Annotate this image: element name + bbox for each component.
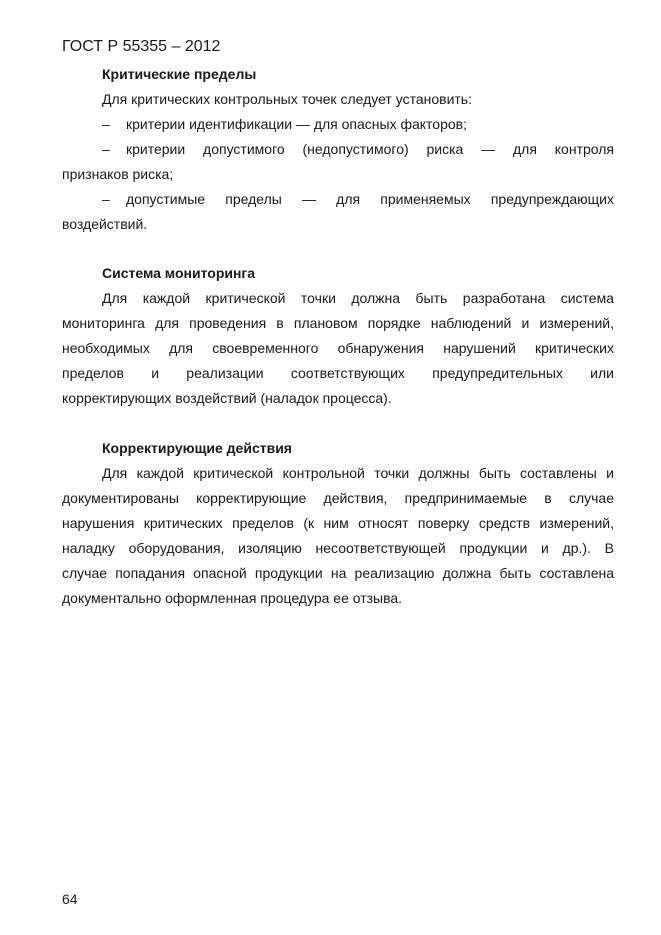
list-item-text: допустимые пределы — для применяемых предупреждающих [126, 191, 614, 207]
list-item [62, 137, 614, 162]
list-item-text: критерии идентификации — для опасных факторов; [126, 116, 467, 132]
page-number: 64 [62, 891, 78, 907]
section-critical-limits [62, 62, 614, 237]
paragraph-line: документированы корректирующие действия, предпринимаемые в случае [62, 490, 614, 506]
section-monitoring [62, 261, 614, 411]
paragraph-line: воздействий. [62, 216, 148, 232]
section-corrective-actions [62, 436, 614, 611]
list-dash: – [102, 116, 110, 132]
paragraph-line: пределов и реализации соответствующих предупредительных или [62, 365, 614, 381]
list-dash: – [102, 141, 110, 157]
list-item [62, 187, 614, 212]
paragraph-line: необходимых для своевременного обнаружения нарушений критических [62, 340, 614, 356]
paragraph-line: нарушения критических пределов (к ним относят поверку средств измерений, [62, 515, 614, 531]
paragraph-line: наладку оборудования, изоляцию несоответствующей продукции и др.). В [62, 540, 614, 556]
paragraph-line: корректирующих воздействий (наладок процесса). [62, 390, 392, 406]
section-heading: Критические пределы [102, 66, 257, 82]
document-header: ГОСТ Р 55355 – 2012 [62, 38, 221, 55]
list-item-text: критерии допустимого (недопустимого) риска — для контроля [126, 141, 614, 157]
paragraph-line: документально оформленная процедура ее отзыва. [62, 590, 403, 606]
list-item [62, 112, 614, 137]
list-dash: – [102, 191, 110, 207]
paragraph-line: признаков риска; [62, 166, 174, 182]
paragraph-line: случае попадания опасной продукции на реализацию должна быть составлена [62, 565, 614, 581]
section-heading: Корректирующие действия [102, 440, 292, 456]
paragraph-line: Для каждой критической контрольной точки должны быть составлены и [102, 465, 614, 481]
paragraph-line: мониторинга для проведения в плановом порядке наблюдений и измерений, [62, 315, 614, 331]
paragraph-line: Для каждой критической точки должна быть разработана система [102, 290, 614, 306]
paragraph-line: Для критических контрольных точек следует установить: [102, 91, 472, 107]
section-heading: Система мониторинга [102, 265, 256, 281]
